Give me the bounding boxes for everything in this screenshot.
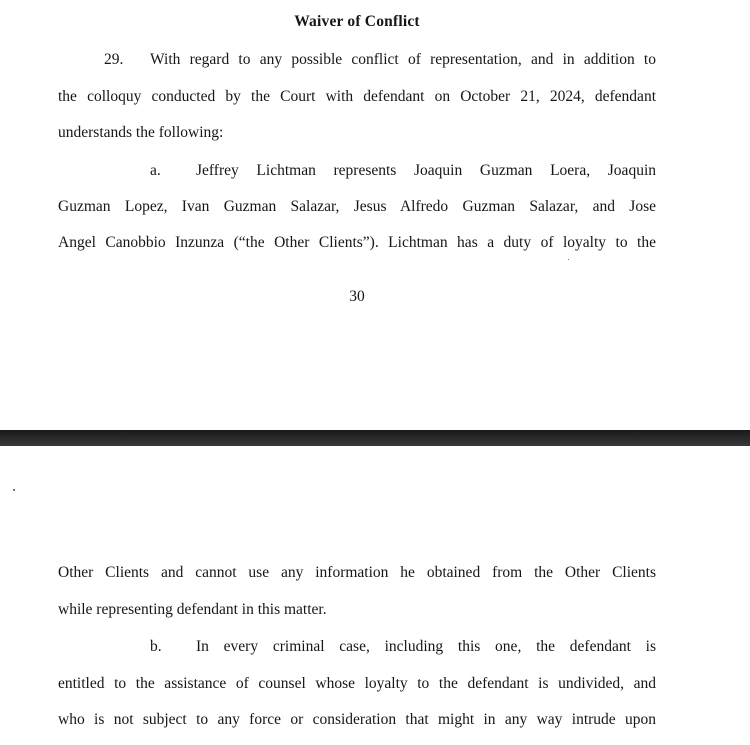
page-number: 30	[349, 288, 365, 305]
scan-speck	[568, 259, 569, 260]
list-item-first-line: In every criminal case, including this one, the defendant is	[196, 638, 656, 655]
paragraph-number: 29.	[104, 51, 124, 68]
scan-speck	[13, 489, 15, 491]
paragraph-line: Other Clients and cannot use any information he obtained from the Other Clients	[58, 564, 656, 581]
paragraph-line: the colloquy conducted by the Court with defendant on October 21, 2024, defendant	[58, 88, 656, 105]
page-separator	[0, 430, 750, 446]
paragraph-first-line: With regard to any possible conflict of representation, and in addition to	[150, 51, 656, 68]
document-page-bottom	[0, 446, 750, 745]
list-item-line: Angel Canobbio Inzunza (“the Other Clients”). Lichtman has a duty of loyalty to the	[58, 234, 656, 251]
paragraph-line: while representing defendant in this matter.	[58, 601, 327, 618]
list-item-line: who is not subject to any force or consideration that might in any way intrude upon	[58, 711, 656, 728]
list-item-marker: b.	[150, 638, 162, 655]
list-item-line: entitled to the assistance of counsel whose loyalty to the defendant is undivided, and	[58, 675, 656, 692]
list-item-first-line: Jeffrey Lichtman represents Joaquin Guzman Loera, Joaquin	[196, 162, 656, 179]
section-heading: Waiver of Conflict	[294, 13, 420, 30]
paragraph-line: understands the following:	[58, 124, 224, 141]
list-item-line: Guzman Lopez, Ivan Guzman Salazar, Jesus Alfredo Guzman Salazar, and Jose	[58, 198, 656, 215]
list-item-marker: a.	[150, 162, 161, 179]
